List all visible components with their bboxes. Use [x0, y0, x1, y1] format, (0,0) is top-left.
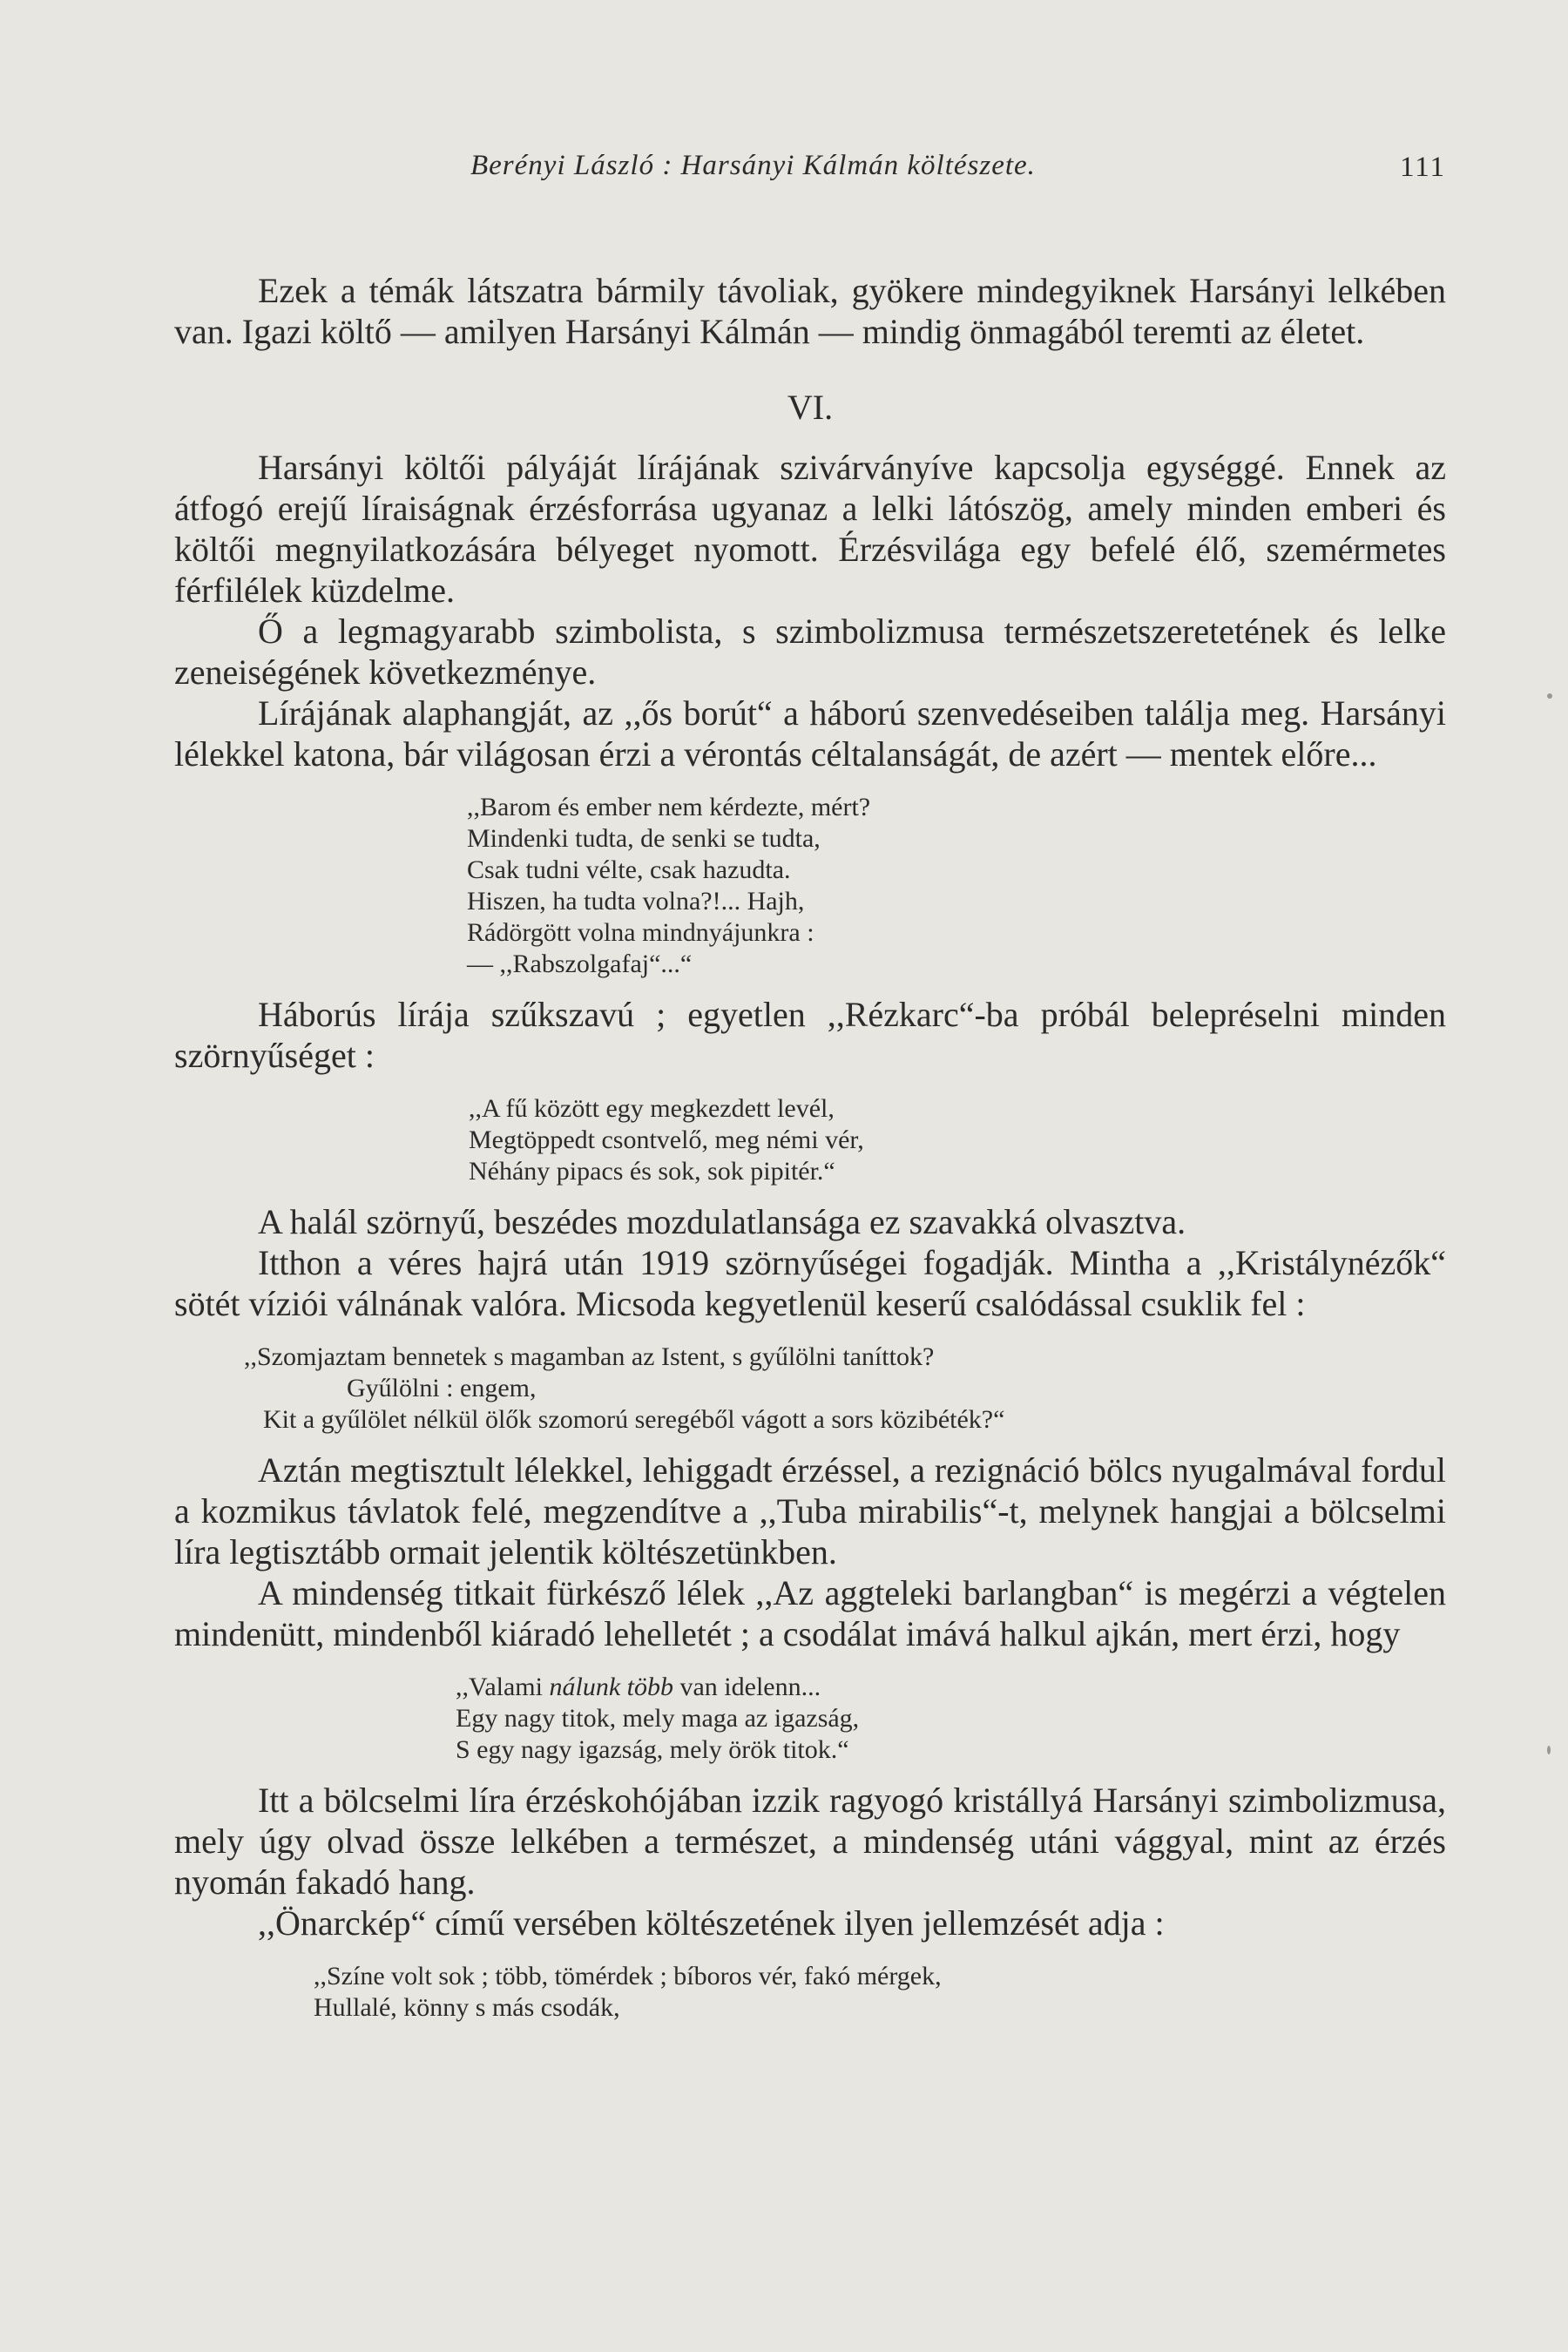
poem-line: ,,Színe volt sok ; több, tömérdek ; bíboros vér, fakó mérgek,: [314, 1962, 942, 1990]
page-body: [174, 270, 1446, 2038]
poem-text: van idelenn...: [672, 1673, 821, 1701]
running-header: [174, 150, 1446, 193]
section-heading: VI.: [787, 388, 834, 427]
paragraph: A halál szörnyű, beszédes mozdulatlansága ez szavakká olvasztva.: [258, 1202, 1186, 1241]
poem-line: [456, 1672, 1446, 1703]
poem-line: ,,Barom és ember nem kérdezte, mért?: [467, 793, 871, 821]
poem-line: Hullalé, könny s más csodák,: [314, 1993, 620, 2022]
running-title: Berényi László : Harsányi Kálmán költészete.: [470, 150, 1036, 181]
paragraph: Ezek a témák látszatra bármily távoliak, gyökere mindegyiknek Harsányi lelkében van. Igazi költő — amilyen Harsányi Kálmán — mindig önmagából teremti az életet.: [174, 271, 1446, 351]
poem-line: S egy nagy igazság, mely örök titok.“: [456, 1735, 849, 1764]
poem-line: ,,A fű között egy megkezdett levél,: [469, 1094, 835, 1123]
poem-quote: [174, 1961, 1446, 2024]
poem-line: Néhány pipacs és sok, sok pipitér.“: [469, 1157, 835, 1186]
poem-line: Megtöppedt csontvelő, meg némi vér,: [469, 1125, 864, 1154]
paragraph: Harsányi költői pályáját lírájának szivárványíve kapcsolja egységgé. Ennek az átfogó erejű líraiságnak érzésforrása ugyanaz a lelki látószög, amely minden emberi és költői megnyilatkozására bélyeget nyomott. Érzésvilága egy befelé élő, szemérmetes férfilélek küzdelme.: [174, 448, 1446, 610]
emphasis-text: nálunk több: [549, 1673, 673, 1701]
poem-quote: [174, 1342, 1446, 1436]
poem-line: — ,,Rabszolgafaj“...“: [467, 950, 693, 978]
paragraph: Itt a bölcselmi líra érzéskohójában izzik ragyogó kristállyá Harsányi szimbolizmusa, mely úgy olvad össze lelkében a természet, a mindenség utáni vággyal, mint az érzés nyomán fakadó hang.: [174, 1781, 1446, 1902]
paragraph: Itthon a véres hajrá után 1919 szörnyűségei fogadják. Mintha a ,,Kristálynézők“ sötét víziói válnának valóra. Micsoda kegyetlenül keserű csalódással csuklik fel :: [174, 1243, 1446, 1323]
poem-line: Csak tudni vélte, csak hazudta.: [467, 855, 791, 884]
paper-speck: [1547, 1746, 1551, 1754]
poem-quote: [174, 1093, 1446, 1187]
poem-line: Kit a gyűlölet nélkül ölők szomorú seregéből vágott a sors közibéték?“: [263, 1405, 1005, 1434]
poem-line: Egy nagy titok, mely maga az igazság,: [456, 1704, 860, 1733]
paragraph: ,,Önarckép“ című versében költészetének ilyen jellemzését adja :: [258, 1903, 1165, 1943]
poem-line: Gyűlölni : engem,: [347, 1374, 537, 1402]
paper-speck: [1547, 693, 1552, 699]
poem-line: Rádörgött volna mindnyájunkra :: [467, 918, 814, 947]
poem-line: Mindenki tudta, de senki se tudta,: [467, 824, 821, 853]
paragraph: Ő a legmagyarabb szimbolista, s szimbolizmusa természetszeretetének és lelke zeneiségének következménye.: [174, 612, 1446, 692]
poem-line: ,,Szomjaztam bennetek s magamban az Istent, s gyűlölni taníttok?: [244, 1342, 935, 1371]
poem-quote: [174, 792, 1446, 980]
paragraph: Aztán megtisztult lélekkel, lehiggadt érzéssel, a rezignáció bölcs nyugalmával fordul a kozmikus távlatok felé, megzendítve a ,,Tuba mirabilis“-t, melynek hangjai a bölcselmi líra legtisztább ormait jelentik költészetünkben.: [174, 1450, 1446, 1571]
paragraph: A mindenség titkait fürkésző lélek ,,Az aggteleki barlangban“ is megérzi a végtelen mindenütt, mindenből kiáradó lehelletét ; a csodálat imává halkul ajkán, mert érzi, hogy: [174, 1573, 1446, 1653]
paragraph: Háborús lírája szűkszavú ; egyetlen ,,Rézkarc“-ba próbál belepréselni minden szörnyűséget :: [174, 995, 1446, 1075]
poem-text: ,,Valami: [456, 1673, 550, 1701]
paragraph: Lírájának alaphangját, az ,,ős borút“ a háború szenvedéseiben találja meg. Harsányi lélekkel katona, bár világosan érzi a vérontás céltalanságát, de azért — mentek előre...: [174, 693, 1446, 774]
poem-line: Hiszen, ha tudta volna?!... Hajh,: [467, 887, 805, 916]
poem-quote: [174, 1672, 1446, 1766]
page-number: 111: [1399, 152, 1446, 183]
